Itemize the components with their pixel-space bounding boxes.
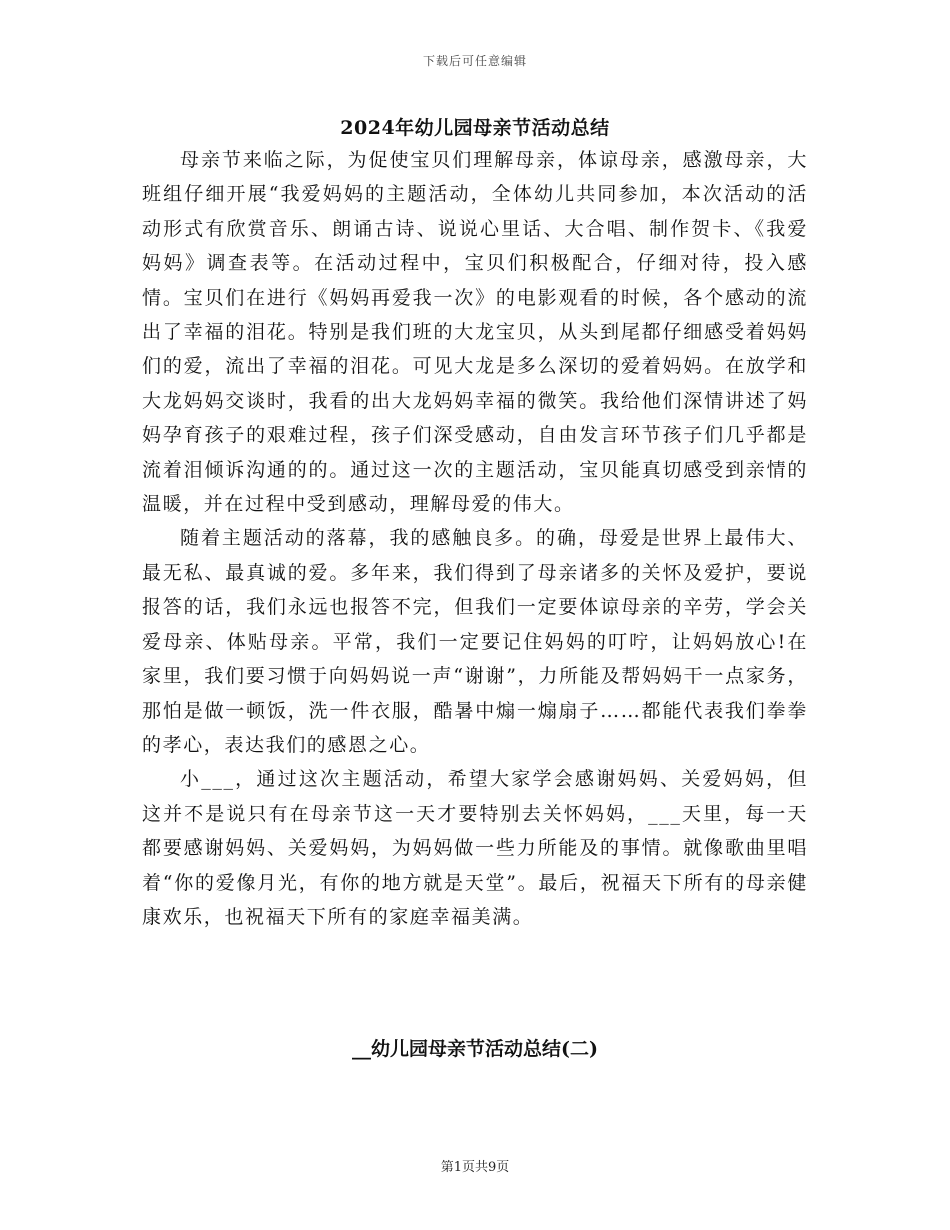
paragraph-2: 随着主题活动的落幕，我的感触良多。的确，母爱是世界上最伟大、最无私、最真诚的爱。多年来，我们得到了母亲诸多的关怀及爱护，要说报答的话，我们永远也报答不完，但我们一定要体谅母亲的辛劳，学会关爱母亲、体贴母亲。平常，我们一定要记住妈妈的叮咛，让妈妈放心!在家里，我们要习惯于向妈妈说一声“谢谢”，力所能及帮妈妈干一点家务，那怕是做一顿饭，洗一件衣服，酷暑中煽一煽扇子……都能代表我们拳拳的孝心，表达我们的感恩之心。	[142, 527, 808, 756]
page-footer: 第1页共9页	[440, 1160, 510, 1175]
header-note: 下载后可任意编辑	[422, 54, 527, 68]
paragraph-3: 小___，通过这次主题活动，希望大家学会感谢妈妈、关爱妈妈，但这并不是说只有在母亲节这一天才要特别去关怀妈妈，___天里，每一天都要感谢妈妈、关爱妈妈，为妈妈做一些力所能及的事情。就像歌曲里唱着“你的爱像月光，有你的地方就是天堂”。最后，祝福天下所有的母亲健康欢乐，也祝福天下所有的家庭幸福美满。	[142, 768, 808, 928]
document-title: 2024年幼儿园母亲节活动总结	[340, 117, 610, 139]
section-title: __幼儿园母亲节活动总结(二)	[352, 1038, 598, 1060]
document-body	[142, 143, 808, 934]
paragraph-1: 母亲节来临之际，为促使宝贝们理解母亲，体谅母亲，感激母亲，大班组仔细开展“我爱妈妈的主题活动，全体幼儿共同参加，本次活动的活动形式有欣赏音乐、朗诵古诗、说说心里话、大合唱、制作贺卡、《我爱妈妈》调查表等。在活动过程中，宝贝们积极配合，仔细对待，投入感情。宝贝们在进行《妈妈再爱我一次》的电影观看的时候，各个感动的流出了幸福的泪花。特别是我们班的大龙宝贝，从头到尾都仔细感受着妈妈们的爱，流出了幸福的泪花。可见大龙是多么深切的爱着妈妈。在放学和大龙妈妈交谈时，我看的出大龙妈妈幸福的微笑。我给他们深情讲述了妈妈孕育孩子的艰难过程，孩子们深受感动，自由发言环节孩子们几乎都是流着泪倾诉沟通的的。通过这一次的主题活动，宝贝能真切感受到亲情的温暖，并在过程中受到感动，理解母爱的伟大。	[142, 149, 808, 516]
